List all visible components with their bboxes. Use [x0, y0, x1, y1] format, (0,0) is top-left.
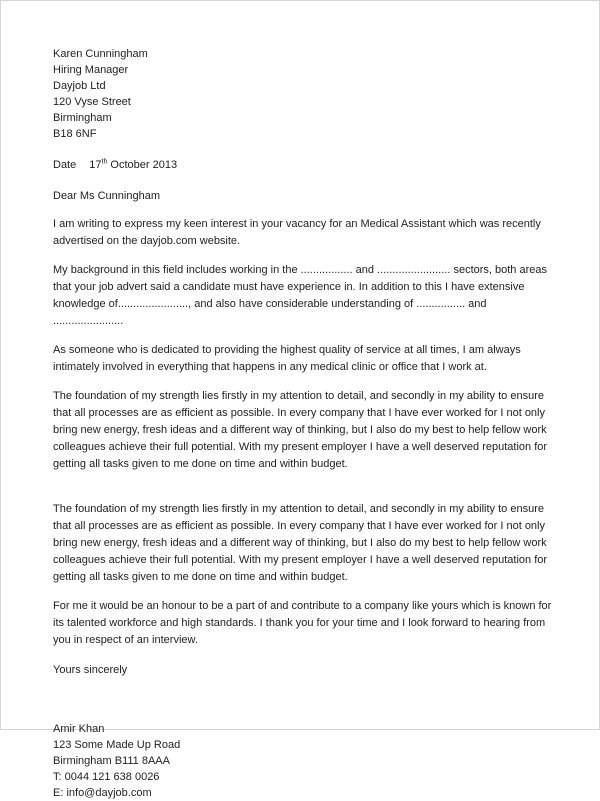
recipient-job-title: Hiring Manager [53, 64, 129, 76]
recipient-name: Karen Cunningham [53, 48, 148, 60]
date-rest: October 2013 [107, 159, 178, 171]
date-day: 17 [89, 159, 102, 171]
paragraph-background: My background in this field includes working in the ................. and ........................ sectors, both areas that your job advert said a candidate must have experience in. In addition to this I have extensive knowledge of......................., and also have considerable understanding of ................ and ....................... [53, 264, 548, 327]
recipient-address-block [53, 46, 555, 142]
recipient-postcode: B18 6NF [53, 128, 97, 140]
paragraph-intro: I am writing to express my keen interest in your vacancy for an Medical Assistant which was recently advertised on the dayjob.com website. [53, 218, 541, 247]
recipient-street: 120 Vyse Street [53, 96, 131, 108]
recipient-company: Dayjob Ltd [53, 80, 106, 92]
sender-phone: T: 0044 121 638 0026 [53, 771, 160, 783]
date-line [53, 157, 555, 173]
sender-city-postcode: Birmingham B111 8AAA [53, 755, 170, 767]
paragraph-strengths: The foundation of my strength lies firstly in my attention to detail, and secondly in my ability to ensure that all processes are as efficient as possible. In every company that I have ever worked for I not only bring new energy, fresh ideas and a different way of thinking, but I also do my best to help fellow work colleagues achieve their full potential. With my present employer I have a well deserved reputation for getting all tasks given to me done on time and within budget. [53, 390, 548, 470]
salutation: Dear Ms Cunningham [53, 190, 160, 202]
sender-street: 123 Some Made Up Road [53, 739, 181, 751]
closing-line: Yours sincerely [53, 664, 128, 676]
paragraph-outro: For me it would be an honour to be a part of and contribute to a company like yours which is known for its talented workforce and high standards. I thank you for your time and I look forward to hearing from you in respect of an interview. [53, 600, 552, 646]
sender-signature-block [53, 721, 555, 801]
sender-name: Amir Khan [53, 723, 105, 735]
date-ordinal: th [101, 158, 108, 166]
recipient-city: Birmingham [53, 112, 112, 124]
paragraph-strengths-repeat: The foundation of my strength lies firstly in my attention to detail, and secondly in my ability to ensure that all processes are as efficient as possible. In every company that I have ever worked for I not only bring new energy, fresh ideas and a different way of thinking, but I also do my best to help fellow work colleagues achieve their full potential. With my present employer I have a well deserved reputation for getting all tasks given to me done on time and within budget. [53, 503, 548, 583]
sender-email: E: info@dayjob.com [53, 787, 152, 799]
paragraph-dedication: As someone who is dedicated to providing the highest quality of service at all times, I am always intimately involved in everything that happens in any medical clinic or office that I work at. [53, 344, 521, 373]
date-label: Date [53, 159, 77, 171]
